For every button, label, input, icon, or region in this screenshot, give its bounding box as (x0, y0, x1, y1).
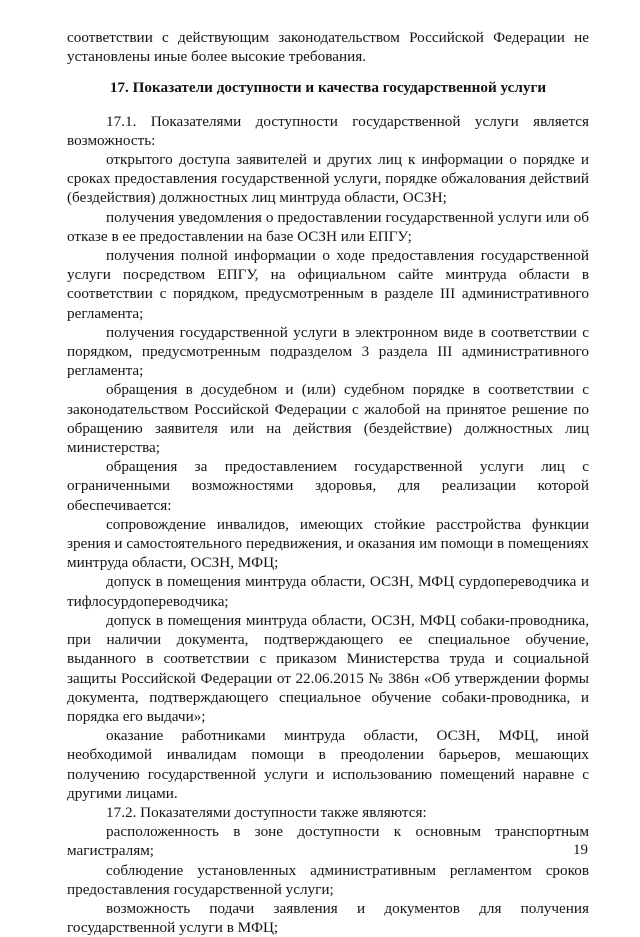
paragraph: 17.1. Показателями доступности государственной услуги является возможность: (67, 112, 589, 149)
paragraph: соблюдение установленных административным регламентом сроков предоставления государственной услуги; (67, 861, 589, 898)
paragraph: оказание работниками минтруда области, ОСЗН, МФЦ, иной необходимой инвалидам помощи в преодолении барьеров, мешающих получению государственной услуги и использованию помещений наравне с другими лицами. (67, 727, 589, 802)
paragraph: открытого доступа заявителей и других лиц к информации о порядке и сроках предоставления государственной услуги, порядке обжалования действий (бездействия) должностных лиц минтруда области, ОСЗН; (67, 151, 589, 207)
section-title: 17. Показатели доступности и качества государственной услуги (109, 79, 547, 97)
paragraph: обращения за предоставлением государственной услуги лиц с ограниченными возможностями здоровья, для реализации которой обеспечивается: (67, 458, 589, 514)
paragraph: допуск в помещения минтруда области, ОСЗН, МФЦ собаки-проводника, при наличии документа, подтверждающего ее специальное обучение, выданного в соответствии с приказом Министерства труда и социальной защиты Российской Федерации от 22.06.2015 № 386н «Об утверждении формы документа, подтверждающего специальное обучение собаки-проводника, и порядка его выдачи»; (67, 611, 589, 725)
paragraph: сопровождение инвалидов, имеющих стойкие расстройства функции зрения и самостоятельного передвижения, и оказания им помощи в помещениях минтруда области, ОСЗН, МФЦ; (67, 515, 589, 572)
paragraph: 17.2. Показателями доступности также являются: (106, 803, 427, 821)
paragraph: допуск в помещения минтруда области, ОСЗН, МФЦ сурдопереводчика и тифлосурдопереводчика; (67, 573, 589, 610)
lead-paragraph: соответствии с действующим законодательством Российской Федерации не установлены иные более высокие требования. (67, 29, 589, 66)
page-number: 19 (573, 842, 588, 858)
paragraph: получения уведомления о предоставлении государственной услуги или об отказе в ее предоставлении на базе ОСЗН или ЕПГУ; (67, 208, 589, 245)
paragraph: получения государственной услуги в электронном виде в соответствии с порядком, предусмотренным подразделом 3 раздела III административного регламента; (67, 323, 589, 380)
paragraph: расположенность в зоне доступности к основным транспортным магистралям; (67, 823, 589, 860)
page-body (67, 28, 589, 937)
paragraph: возможность подачи заявления и документов для получения государственной услуги в МФЦ; (67, 899, 589, 937)
paragraph: обращения в досудебном и (или) судебном порядке в соответствии с законодательством Российской Федерации с жалобой на принятое решение по обращению заявителя или на действия (бездействие) должностных лиц министерства; (67, 381, 589, 457)
paragraph: получения полной информации о ходе предоставления государственной услуги посредством ЕПГУ, на официальном сайте минтруда области в соответствии с порядком, предусмотренным в разделе III административного регламента; (67, 247, 589, 322)
